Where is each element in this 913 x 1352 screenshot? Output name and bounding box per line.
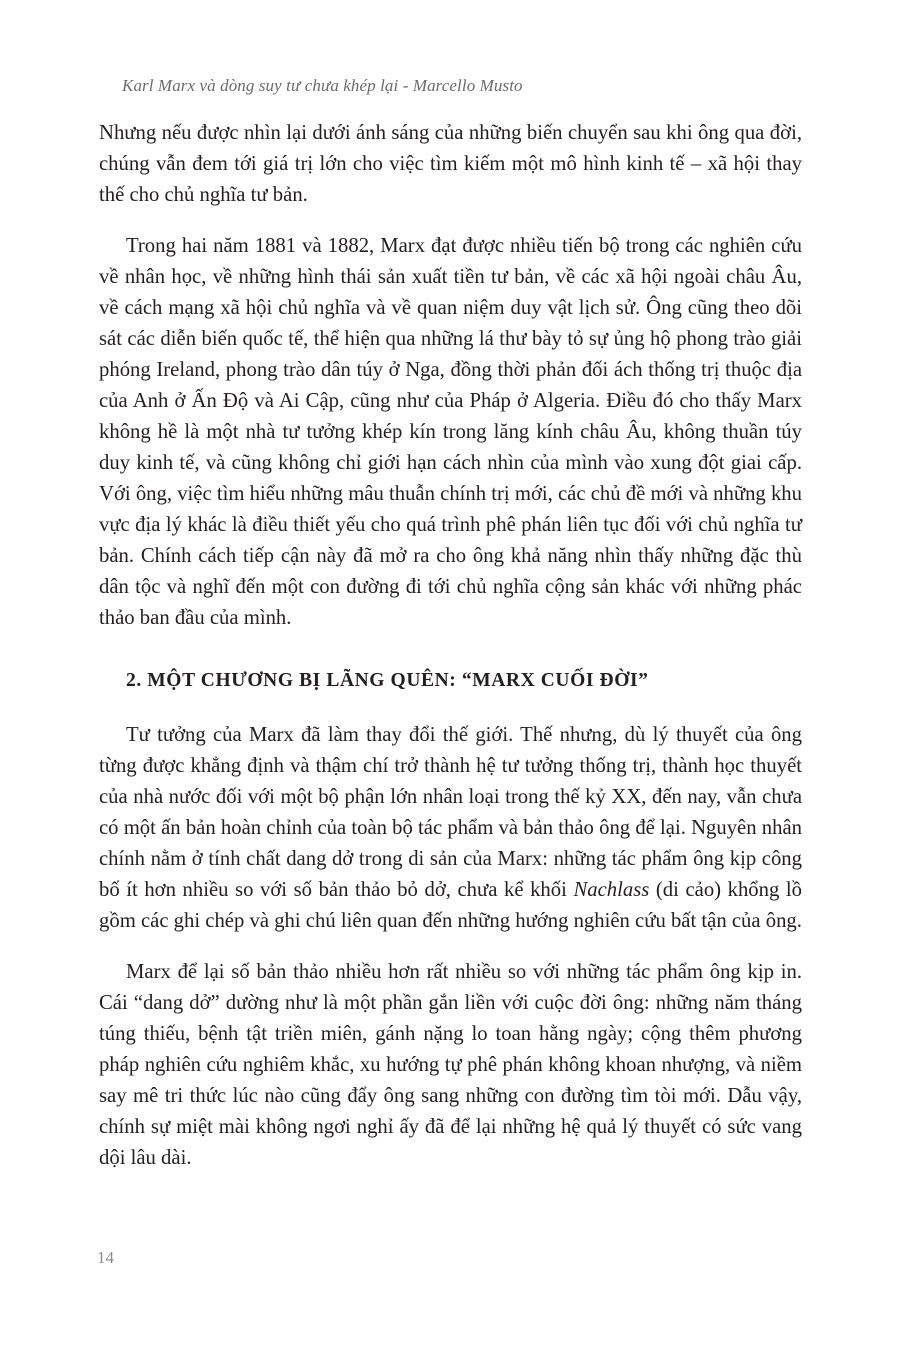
- page-number: 14: [97, 1248, 114, 1267]
- paragraph-continuation: Nhưng nếu được nhìn lại dưới ánh sáng của những biến chuyển sau khi ông qua đời, chúng vẫn đem tới giá trị lớn cho việc tìm kiếm một mô hình kinh tế – xã hội thay thế cho chủ nghĩa tư bản.: [99, 122, 802, 206]
- paragraph-unfinished-manuscripts: Marx để lại số bản thảo nhiều hơn rất nhiều so với những tác phẩm ông kịp in. Cái “dang dở” dường như là một phần gắn liền với cuộc đời ông: những năm tháng túng thiếu, bệnh tật triền miên, gánh nặng lo toan hằng ngày; cộng thêm phương pháp nghiên cứu nghiêm khắc, xu hướng tự phê phán không khoan nhượng, và niềm say mê tri thức lúc nào cũng đẩy ông sang những con đường tìm tòi mới. Dẫu vậy, chính sự miệt mài không ngơi nghỉ ấy đã để lại những hệ quả lý thuyết có sức vang dội lâu dài.: [99, 961, 802, 1169]
- paragraph-text-part: (di cảo) khổng lồ gồm các ghi chép và ghi chú liên quan đến những hướng nghiên cứu bất tận của ông.: [99, 879, 803, 932]
- page-body: [99, 118, 802, 1174]
- nachlass-term: Nachlass: [573, 879, 650, 901]
- paragraph-marx-1881-1882: Trong hai năm 1881 và 1882, Marx đạt được nhiều tiến bộ trong các nghiên cứu về nhân học, về những hình thái sản xuất tiền tư bản, về các xã hội ngoài châu Âu, về cách mạng xã hội chủ nghĩa và về quan niệm duy vật lịch sử. Ông cũng theo dõi sát các diễn biến quốc tế, thể hiện qua những lá thư bày tỏ sự ủng hộ phong trào giải phóng Ireland, phong trào dân túy ở Nga, đồng thời phản đối ách thống trị thuộc địa của Anh ở Ấn Độ và Ai Cập, cũng như của Pháp ở Algeria. Điều đó cho thấy Marx không hề là một nhà tư tưởng khép kín trong lăng kính châu Âu, không thuần túy duy kinh tế, và cũng không chỉ giới hạn cách nhìn của mình vào xung đột giai cấp. Với ông, việc tìm hiểu những mâu thuẫn chính trị mới, các chủ đề mới và những khu vực địa lý khác là điều thiết yếu cho quá trình phê phán liên tục đối với chủ nghĩa tư bản. Chính cách tiếp cận này đã mở ra cho ông khả năng nhìn thấy những đặc thù dân tộc và nghĩ đến một con đường đi tới chủ nghĩa cộng sản khác với những phác thảo ban đầu của mình.: [99, 235, 802, 629]
- paragraph-text-part: Tư tưởng của Marx đã làm thay đổi thế giới. Thế nhưng, dù lý thuyết của ông từng được khẳng định và thậm chí trở thành hệ tư tưởng thống trị, thành học thuyết của nhà nước đối với một bộ phận lớn nhân loại trong thế kỷ XX, đến nay, vẫn chưa có một ấn bản hoàn chỉnh của toàn bộ tác phẩm và bản thảo ông để lại. Nguyên nhân chính nằm ở tính chất dang dở trong di sản của Marx: những tác phẩm ông kịp công bố ít hơn nhiều so với số bản thảo bỏ dở, chưa kể khối: [99, 724, 802, 901]
- paragraph-marx-legacy: [99, 720, 802, 937]
- running-header: Karl Marx và dòng suy tư chưa khép lại - Marcello Musto: [122, 76, 523, 95]
- section-heading: 2. MỘT CHƯƠNG BỊ LÃNG QUÊN: “MARX CUỐI ĐỜI”: [126, 670, 649, 691]
